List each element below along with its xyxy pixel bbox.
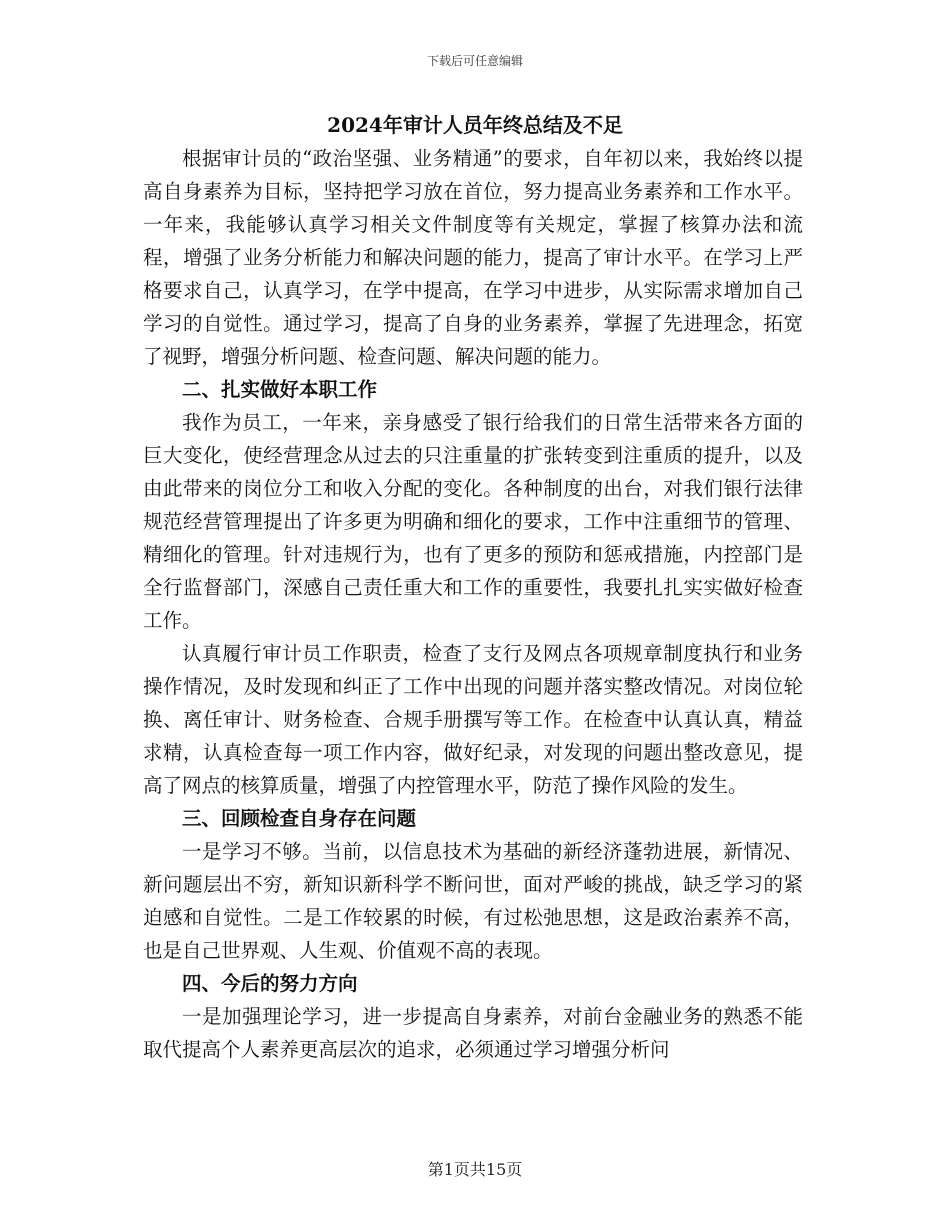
- paragraph-section3: 一是学习不够。当前，以信息技术为基础的新经济蓬勃进展，新情况、新问题层出不穷，新知识新科学不断问世，面对严峻的挑战，缺乏学习的紧迫感和自觉性。二是工作较累的时候，有过松弛思想，这是政治素养不高，也是自己世界观、人生观、价值观不高的表现。: [143, 840, 803, 962]
- section-heading-3: 三、回顾检查自身存在问题: [182, 807, 417, 830]
- document-title: 2024年审计人员年终总结及不足: [327, 113, 623, 137]
- paragraph-section2-2: 认真履行审计员工作职责，检查了支行及网点各项规章制度执行和业务操作情况，及时发现和纠正了工作中出现的问题并落实整改情况。对岗位轮换、离任审计、财务检查、合规手册撰写等工作。在检查中认真认真，精益求精，认真检查每一项工作内容，做好纪录，对发现的问题出整改意见，提高了网点的核算质量，增强了内控管理水平，防范了操作风险的发生。: [143, 642, 803, 797]
- paragraph-section4: 一是加强理论学习，进一步提高自身素养，对前台金融业务的熟悉不能取代提高个人素养更高层次的追求，必须通过学习增强分析问: [143, 1005, 803, 1061]
- document-body: [143, 142, 803, 1066]
- section-heading-4: 四、今后的努力方向: [182, 972, 358, 995]
- section-heading-2: 二、扎实做好本职工作: [182, 378, 378, 401]
- paragraph-section2-1: 我作为员工，一年来，亲身感受了银行给我们的日常生活带来各方面的巨大变化，使经营理念从过去的只注重量的扩张转变到注重质的提升，以及由此带来的岗位分工和收入分配的变化。各种制度的出台，对我们银行法律规范经营管理提出了许多更为明确和细化的要求，工作中注重细节的管理、精细化的管理。针对违规行为，也有了更多的预防和惩戒措施，内控部门是全行监督部门，深感自己责任重大和工作的重要性，我要扎扎实实做好检查工作。: [143, 411, 803, 632]
- page-header: 下载后可任意编辑: [426, 54, 523, 68]
- page-number: 第1页共15页: [427, 1160, 523, 1179]
- paragraph-intro: 根据审计员的“政治坚强、业务精通”的要求，自年初以来，我始终以提高自身素养为目标，坚持把学习放在首位，努力提高业务素养和工作水平。一年来，我能够认真学习相关文件制度等有关规定，掌握了核算办法和流程，增强了业务分析能力和解决问题的能力，提高了审计水平。在学习上严格要求自己，认真学习，在学中提高，在学习中进步，从实际需求增加自己学习的自觉性。通过学习，提高了自身的业务素养，掌握了先进理念，拓宽了视野，增强分析问题、检查问题、解决问题的能力。: [143, 147, 803, 368]
